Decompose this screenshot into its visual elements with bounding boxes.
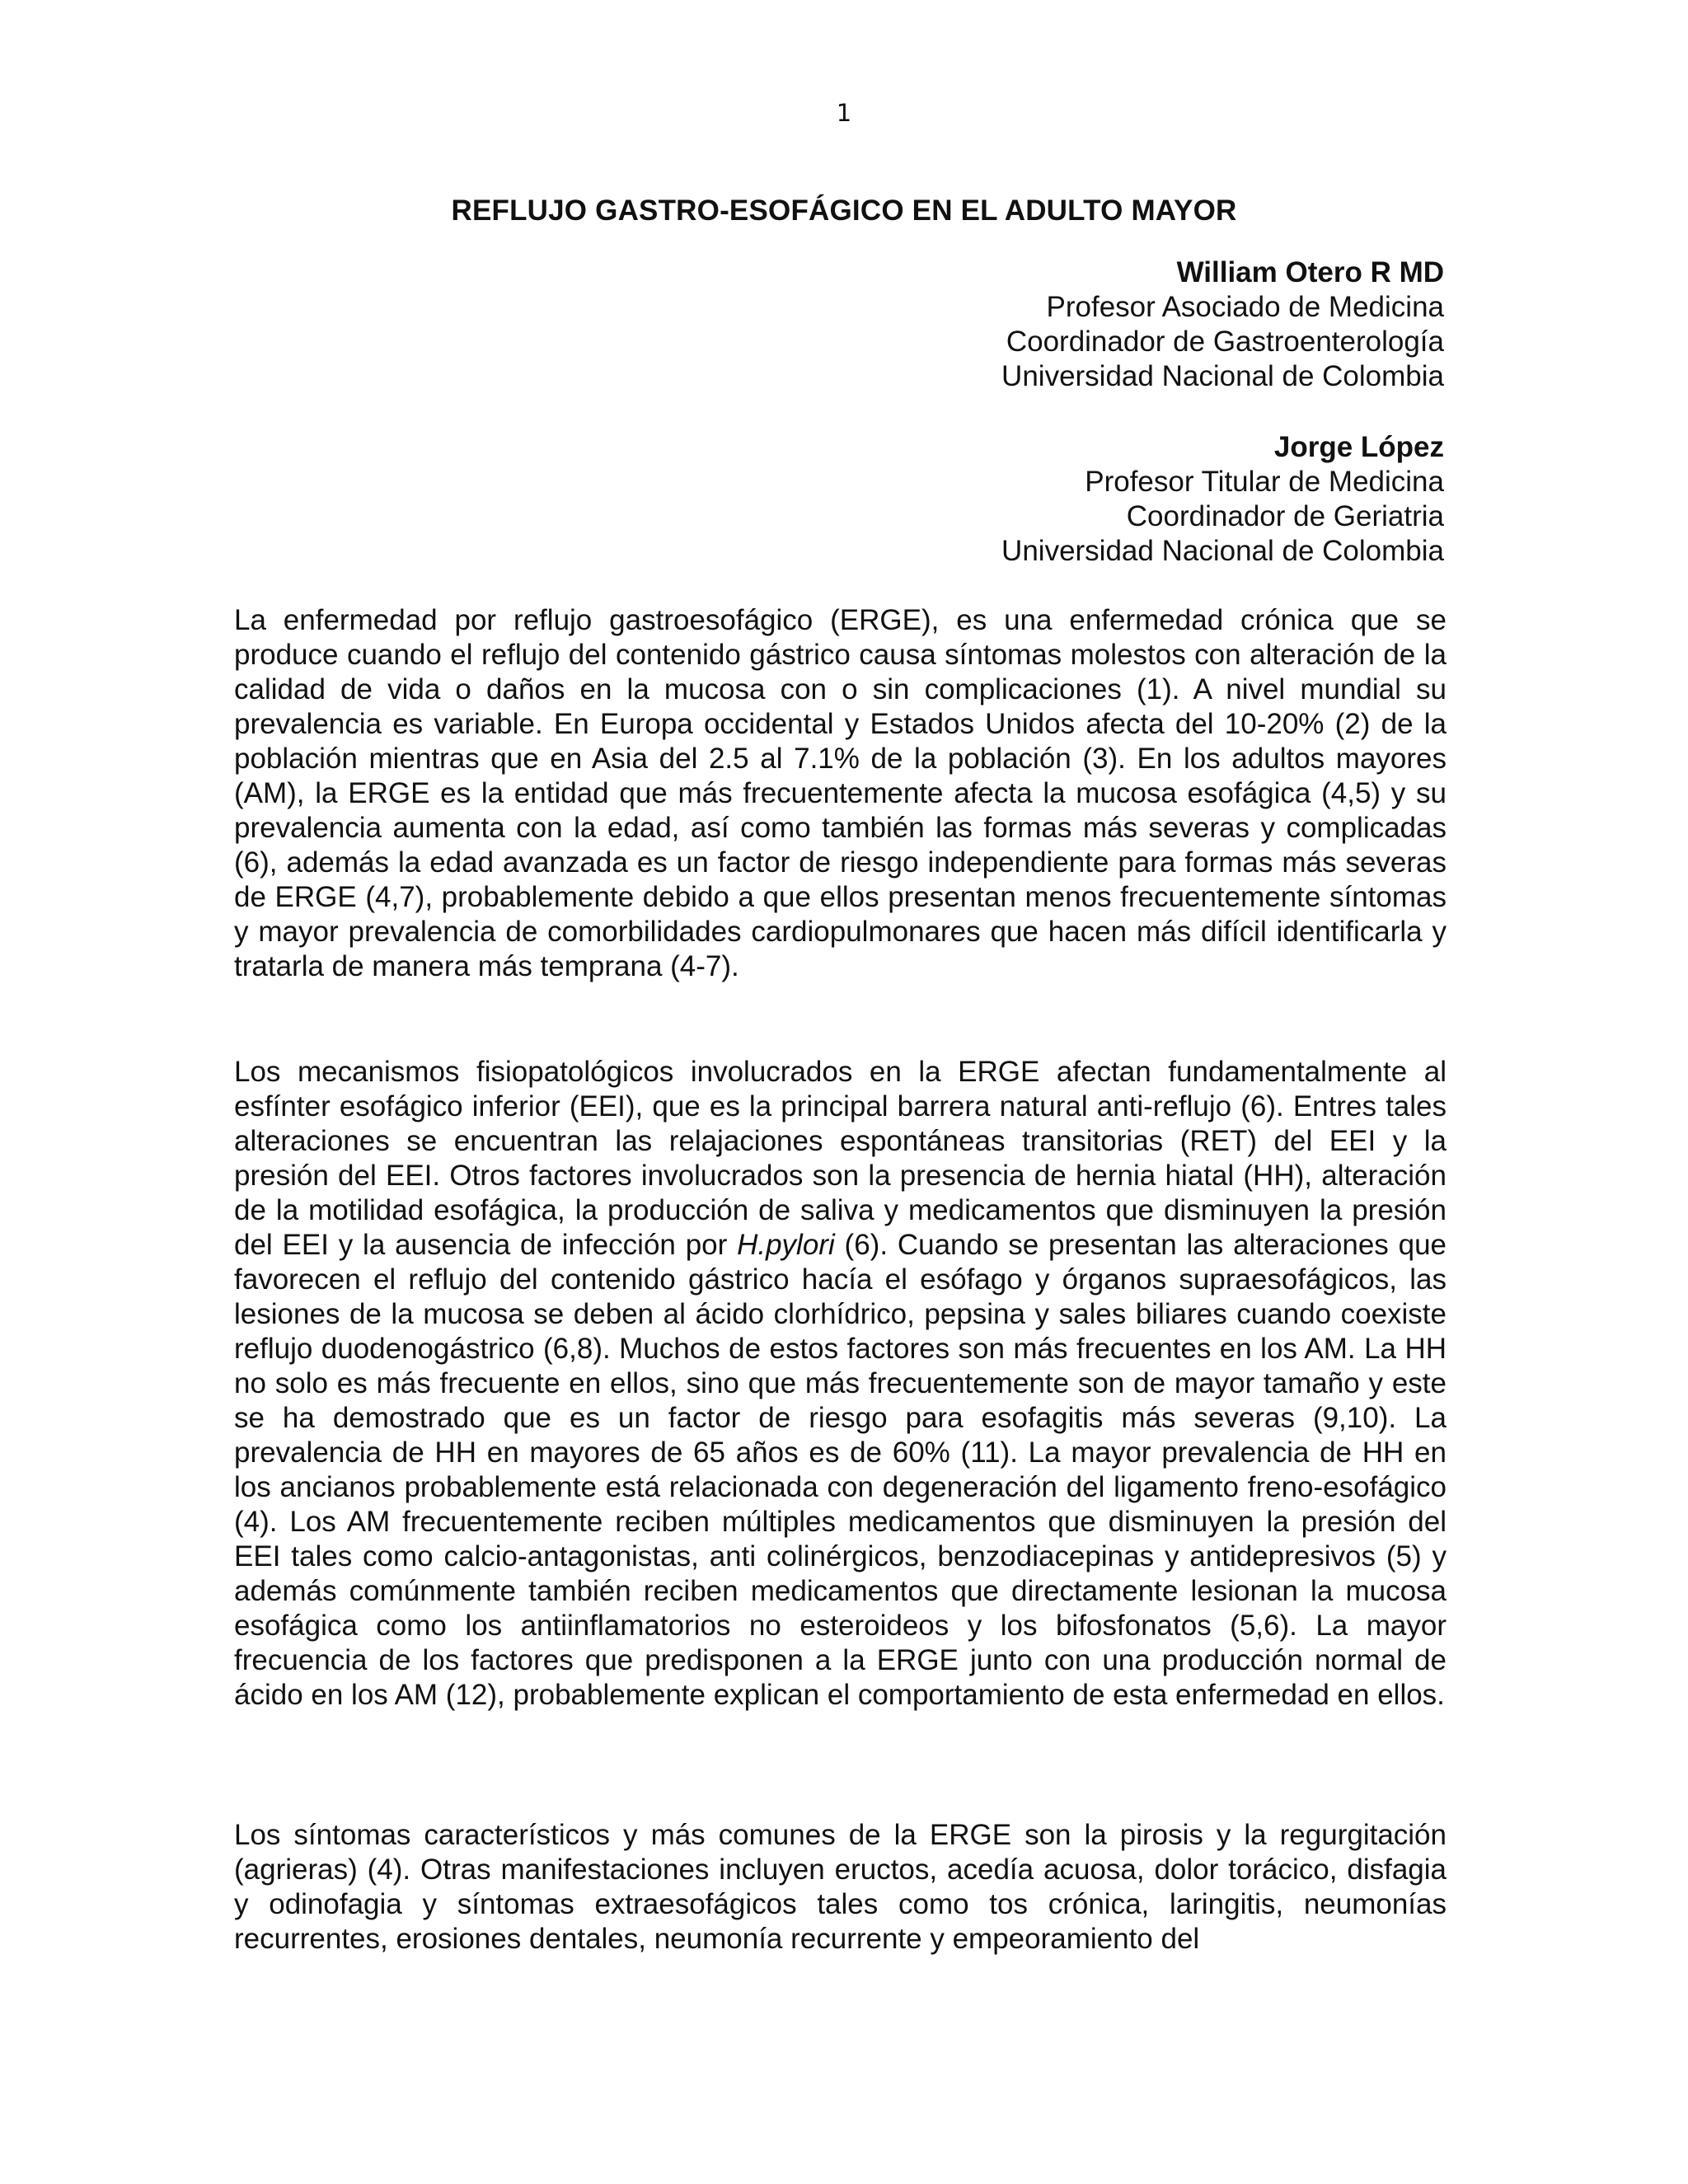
paragraph-text: (6). Cuando se presentan las alteraciones que favorecen el reflujo del contenido gástrico hacía el esófago y órganos supraesofágicos, las lesiones de la mucosa se deben al ácido clorhídrico, pepsina y sales biliares cuando coexiste reflujo duodenogástrico (6,8). Muchos de estos factores son más frecuentes en los AM. La HH no solo es más frecuente en ellos, sino que más frecuentemente son de mayor tamaño y este se ha demostrado que es un factor de riesgo para esofagitis más severas (9,10). La prevalencia de HH en mayores de 65 años es de 60% (11). La mayor prevalencia de HH en los ancianos probablemente está relacionada con degeneración del ligamento freno-esofágico (4). Los AM frecuentemente reciben múltiples medicamentos que disminuyen la presión del EEI tales como calcio-antagonistas, anti colinérgicos, benzodiacepinas y antidepresivos (5) y además comúnmente también reciben medicamentos que directamente lesionan la mucosa esofágica como los antiinflamatorios no esteroideos y los bifosfonatos (5,6). La mayor frecuencia de los factores que predisponen a la ERGE junto con una producción normal de ácido en los AM (12), probablemente explican el comportamiento de esta enfermedad en ellos. [234, 1229, 1447, 1711]
paragraph-symptoms: Los síntomas característicos y más comunes de la ERGE son la pirosis y la regurgitación (agrieras) (4). Otras manifestaciones incluyen eructos, acedía acuosa, dolor torácico, disfagia y odinofagia y síntomas extraesofágicos tales como tos crónica, laringitis, neumonías recurrentes, erosiones dentales, neumonía recurrente y empeoramiento del [234, 1819, 1447, 1955]
document-title: REFLUJO GASTRO-ESOFÁGICO EN EL ADULTO MAYOR [451, 194, 1237, 227]
author-block-lopez [1001, 430, 1444, 569]
paragraph-intro: La enfermedad por reflujo gastroesofágico (ERGE), es una enfermedad crónica que se produce cuando el reflujo del contenido gástrico causa síntomas molestos con alteración de la calidad de vida o daños en la mucosa con o sin complicaciones (1). A nivel mundial su prevalencia es variable. En Europa occidental y Estados Unidos afecta del 10-20% (2) de la población mientras que en Asia del 2.5 al 7.1% de la población (3). En los adultos mayores (AM), la ERGE es la entidad que más frecuentemente afecta la mucosa esofágica (4,5) y su prevalencia aumenta con la edad, así como también las formas más severas y complicadas (6), además la edad avanzada es un factor de riesgo independiente para formas más severas de ERGE (4,7), probablemente debido a que ellos presentan menos frecuentemente síntomas y mayor prevalencia de comorbilidades cardiopulmonares que hacen más difícil identificarla y tratarla de manera más temprana (4-7). [234, 604, 1447, 982]
author-name: Jorge López [1273, 431, 1444, 463]
author-affiliation-line: Coordinador de Geriatria [1126, 500, 1444, 532]
author-affiliation-line: Profesor Asociado de Medicina [1046, 291, 1444, 323]
author-block-otero [1001, 255, 1444, 394]
paragraph-pathophysiology [234, 1055, 1447, 1713]
author-affiliation-line: Universidad Nacional de Colombia [1001, 535, 1444, 567]
author-name: William Otero R MD [1176, 256, 1444, 288]
author-affiliation-line: Profesor Titular de Medicina [1085, 466, 1444, 498]
paragraph-italic-term: H.pylori [737, 1229, 835, 1261]
author-affiliation-line: Universidad Nacional de Colombia [1001, 360, 1444, 392]
page-number: 1 [836, 99, 852, 127]
paragraph-text: Los mecanismos fisiopatológicos involucrados en la ERGE afectan fundamentalmente al esfínter esofágico inferior (EEI), que es la principal barrera natural anti-reflujo (6). Entres tales alteraciones se encuentran las relajaciones espontáneas transitorias (RET) del EEI y la presión del EEI. Otros factores involucrados son la presencia de hernia hiatal (HH), alteración de la motilidad esofágica, la producción de saliva y medicamentos que disminuyen la presión del EEI y la ausencia de infección por [234, 1056, 1447, 1261]
author-affiliation-line: Coordinador de Gastroenterología [1006, 326, 1444, 358]
